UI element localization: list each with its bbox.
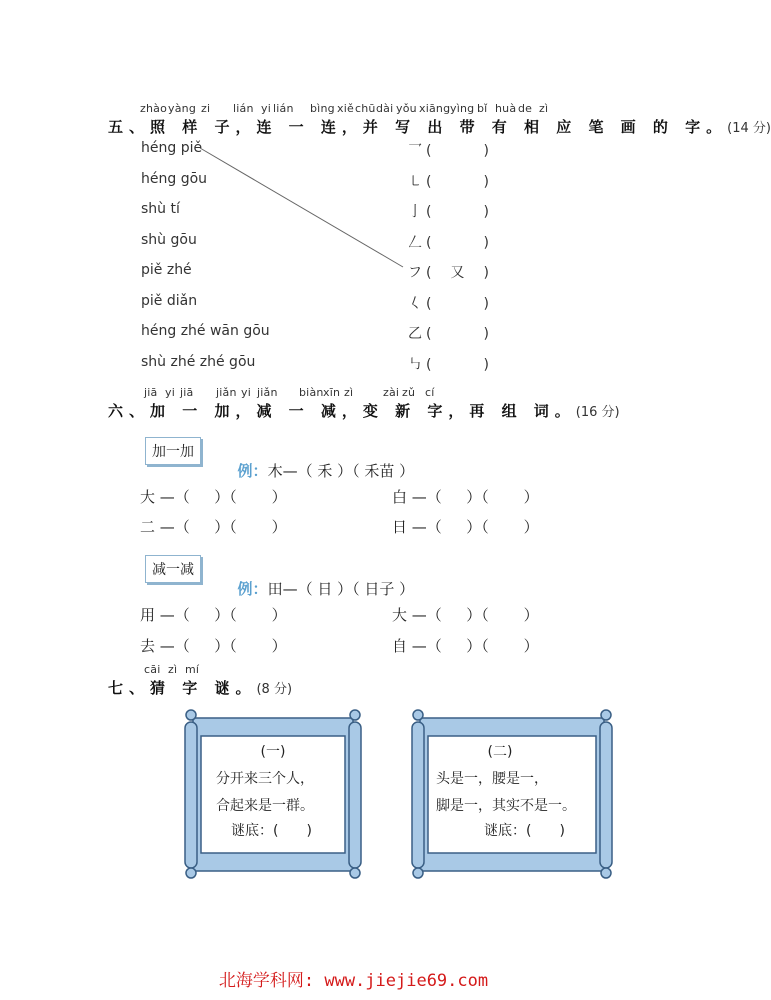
stroke-pinyin: shù zhé zhé gōu [141, 354, 256, 370]
stroke-row: 乙 ( ) [408, 323, 489, 343]
stroke-row: 亅 ( ) [408, 201, 489, 221]
question-score: (8 分) [256, 682, 293, 697]
pinyin: xīn [323, 386, 341, 399]
question-number: 五、 [108, 118, 151, 136]
stroke-pinyin: shù tí [141, 201, 180, 217]
subtract-example [228, 560, 414, 599]
add-row[interactable]: 二 —（ ）（ ） [140, 518, 287, 536]
q6-title [108, 400, 620, 421]
pinyin: yàng [168, 102, 197, 115]
q6-pinyin-row [140, 386, 460, 400]
stroke-row: 乛 ( ) [408, 140, 489, 160]
pinyin: yi [241, 386, 251, 399]
riddle-answer[interactable]: 谜底：( ) [231, 823, 312, 839]
pinyin: cí [425, 386, 435, 399]
pinyin: bǐ [477, 102, 488, 115]
pinyin: jiǎn [216, 386, 237, 399]
pinyin: zì [344, 386, 354, 399]
stroke-pinyin: piě zhé [141, 262, 192, 278]
pinyin: zi [201, 102, 211, 115]
answer-blank[interactable]: 又 [450, 265, 465, 281]
scroll-frame [410, 708, 614, 880]
stroke-glyph: 亅 [408, 204, 422, 220]
riddle-line: 脚是一，其实不是一。 [436, 798, 576, 814]
subtract-row[interactable]: 用 —（ ）（ ） [140, 606, 287, 624]
pinyin: biàn [299, 386, 324, 399]
pinyin: jiā [144, 386, 158, 399]
question-text: 加 一 加，减 一 减，变 新 字，再 组 词。 [150, 402, 576, 420]
stroke-row: ㇉ ( ) [408, 354, 489, 374]
pinyin: lián [233, 102, 254, 115]
pinyin: yi [165, 386, 175, 399]
stroke-pinyin: héng gōu [141, 171, 208, 187]
stroke-pinyin: héng zhé wān gōu [141, 323, 270, 339]
pinyin: jiǎn [257, 386, 278, 399]
pinyin: zài [383, 386, 400, 399]
subtract-row[interactable]: 自 —（ ）（ ） [392, 637, 539, 655]
pinyin: xiě [337, 102, 354, 115]
pinyin: chū [355, 102, 376, 115]
stroke-glyph: ㇉ [408, 357, 422, 373]
stroke-glyph: フ [408, 265, 422, 281]
question-text: 猜 字 谜。 [150, 679, 257, 697]
riddle-heading: (二) [487, 744, 513, 760]
subtract-row[interactable]: 去 —（ ）（ ） [140, 637, 287, 655]
stroke-pinyin: piě diǎn [141, 293, 198, 309]
riddle-line: 合起来是一群。 [216, 798, 314, 814]
stroke-glyph: 乙 [408, 326, 422, 342]
question-number: 六、 [108, 402, 151, 420]
pinyin: cāi [144, 663, 161, 676]
add-label-box: 加一加 [145, 437, 201, 465]
add-example [228, 442, 414, 481]
riddle-scroll-2 [410, 708, 614, 880]
riddle-line: 分开来三个人， [216, 771, 314, 787]
pinyin: dài [376, 102, 394, 115]
stroke-glyph: ㇄ [408, 174, 422, 190]
example-label: 例： [237, 462, 268, 480]
pinyin: zì [539, 102, 549, 115]
stroke-glyph: 𡿨 [408, 296, 422, 312]
match-line [0, 0, 707, 400]
stroke-glyph: 乛 [408, 143, 422, 159]
stroke-row: フ ( 又 ) [408, 262, 489, 282]
add-row[interactable]: 日 —（ ）（ ） [392, 518, 539, 536]
stroke-row: 𡿨 ( ) [408, 293, 489, 313]
subtract-label-box: 减一减 [145, 555, 201, 583]
riddle-heading: (一) [260, 744, 286, 760]
pinyin: xiāng [419, 102, 451, 115]
pinyin: zhào [140, 102, 168, 115]
pinyin: de [518, 102, 533, 115]
example-text: 木—（ 禾 ）（ 禾苗 ） [267, 462, 415, 480]
pinyin: yǒu [396, 102, 417, 115]
pinyin: mí [185, 663, 200, 676]
pinyin: bìng [310, 102, 335, 115]
add-row[interactable]: 白 —（ ）（ ） [392, 488, 539, 506]
riddle-scroll-1 [183, 708, 363, 880]
add-row[interactable]: 大 —（ ）（ ） [140, 488, 287, 506]
stroke-pinyin: shù gōu [141, 232, 197, 248]
example-label: 例： [237, 580, 268, 598]
question-score: (14 分) [727, 121, 771, 136]
pinyin: zǔ [402, 386, 416, 399]
subtract-row[interactable]: 大 —（ ）（ ） [392, 606, 539, 624]
q7-title [108, 677, 292, 698]
stroke-pinyin: héng piě [141, 140, 203, 156]
question-number: 七、 [108, 679, 151, 697]
stroke-glyph: 𠃋 [408, 235, 422, 251]
stroke-row: 𠃋 ( ) [408, 232, 489, 252]
example-text: 田—（ 日 ）（ 日子 ） [267, 580, 415, 598]
q7-pinyin-row [140, 663, 240, 677]
question-score: (16 分) [575, 405, 620, 420]
riddle-line: 头是一，腰是一， [436, 771, 548, 787]
riddle-answer[interactable]: 谜底：( ) [484, 823, 565, 839]
pinyin: yìng [450, 102, 475, 115]
scroll-frame [183, 708, 363, 880]
question-text: 照 样 子，连 一 连，并 写 出 带 有 相 应 笔 画 的 字。 [150, 118, 728, 136]
pinyin: jiā [180, 386, 194, 399]
stroke-row: ㇄ ( ) [408, 171, 489, 191]
pinyin: yi [261, 102, 271, 115]
footer-watermark: 北海学科网: www.jiejie69.com [218, 971, 489, 991]
pinyin: zì [168, 663, 178, 676]
pinyin: lián [273, 102, 294, 115]
pinyin: huà [495, 102, 517, 115]
